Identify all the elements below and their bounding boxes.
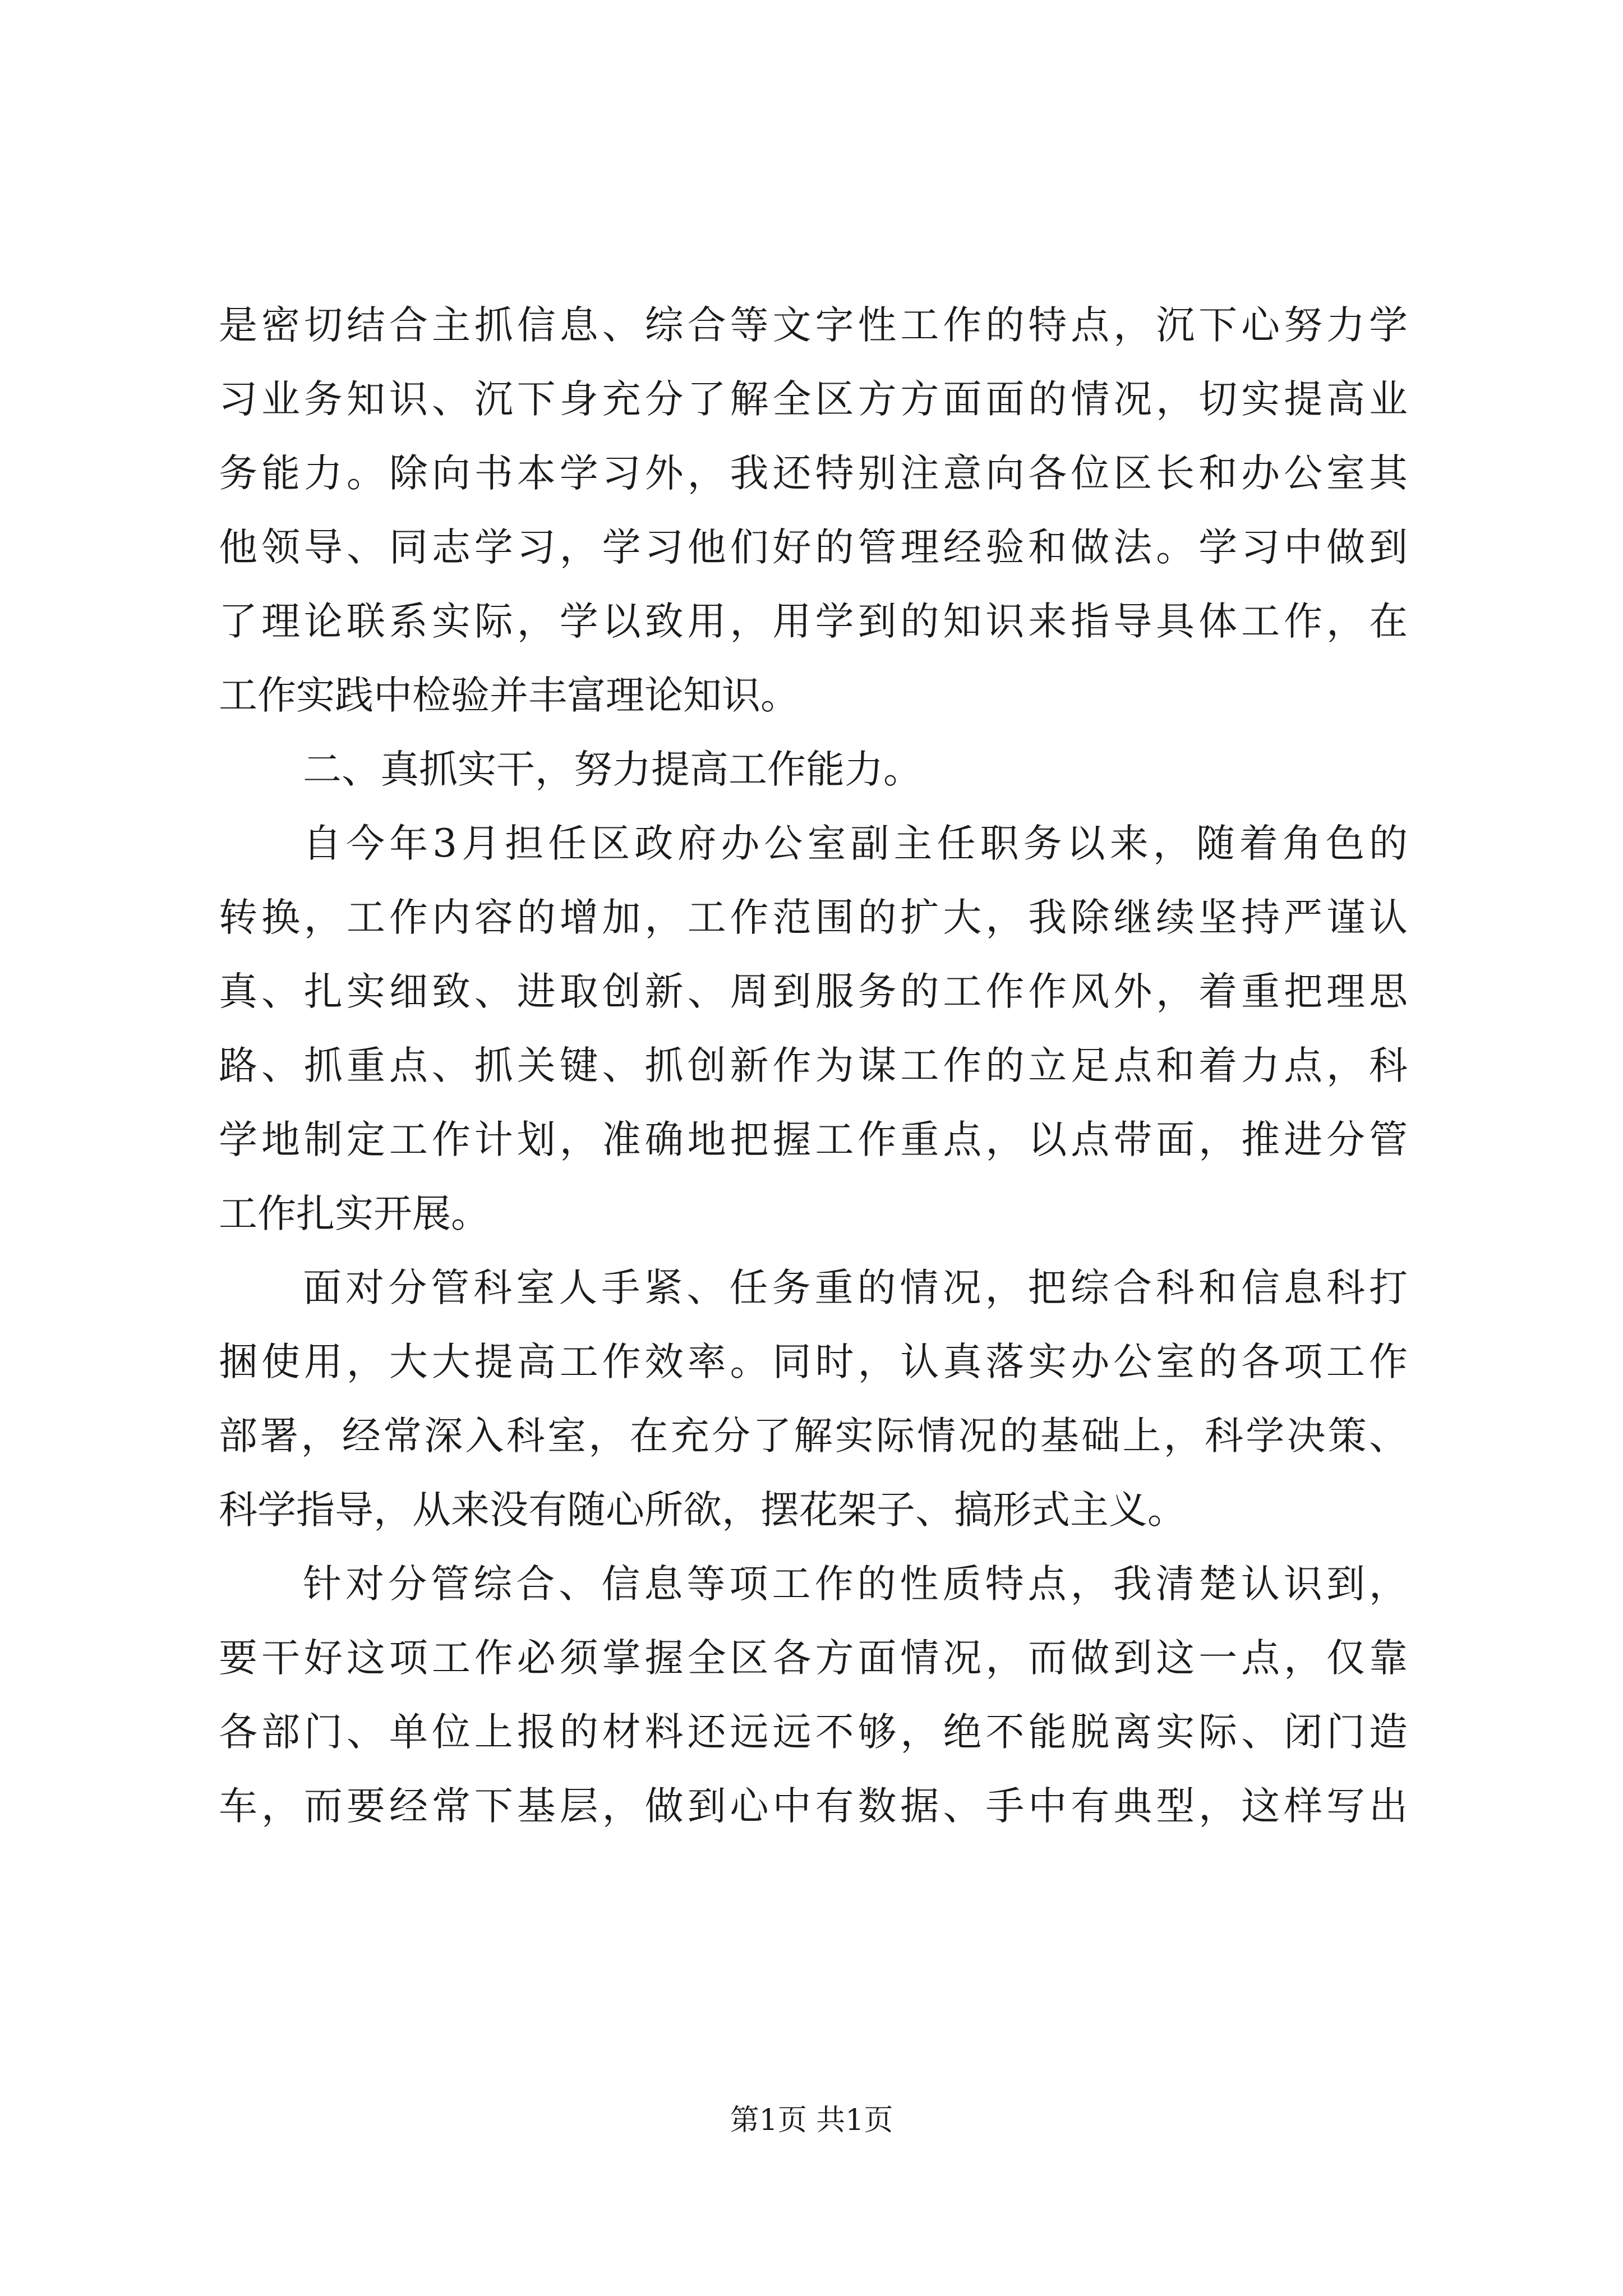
text-line: 各部门、单位上报的材料还远远不够，绝不能脱离实际、闭门造	[219, 1710, 1408, 1755]
page-footer: 第1页 共1页	[730, 2104, 893, 2137]
text-line: 捆使用，大大提高工作效率。同时，认真落实办公室的各项工作	[219, 1340, 1408, 1384]
text-line: 真、扎实细致、进取创新、周到服务的工作作风外，着重把理思	[219, 969, 1408, 1014]
text-line: 是密切结合主抓信息、综合等文字性工作的特点，沉下心努力学	[219, 303, 1408, 348]
text-line: 工作扎实开展。	[219, 1191, 490, 1236]
text-line: 习业务知识、沉下身充分了解全区方方面面的情况，切实提高业	[219, 377, 1408, 422]
text-line: 他领导、同志学习，学习他们好的管理经验和做法。学习中做到	[219, 525, 1408, 570]
text-line: 科学指导，从来没有随心所欲，摆花架子、搞形式主义。	[219, 1488, 1186, 1533]
text-line: 部署，经常深入科室，在充分了解实际情况的基础上，科学决策、	[219, 1414, 1408, 1458]
text-line: 学地制定工作计划，准确地把握工作重点，以点带面，推进分管	[219, 1117, 1408, 1162]
section-heading: 二、真抓实干，努力提高工作能力。	[303, 747, 922, 792]
text-line: 针对分管综合、信息等项工作的性质特点，我清楚认识到，	[303, 1562, 1408, 1607]
text-line: 路、抓重点、抓关键、抓创新作为谋工作的立足点和着力点，科	[219, 1043, 1408, 1088]
text-line: 自今年3月担任区政府办公室副主任职务以来，随着角色的	[303, 821, 1408, 866]
text-line: 车，而要经常下基层，做到心中有数据、手中有典型，这样写出	[219, 1784, 1408, 1829]
text-line: 转换，工作内容的增加，工作范围的扩大，我除继续坚持严谨认	[219, 895, 1408, 940]
text-line: 要干好这项工作必须掌握全区各方面情况，而做到这一点，仅靠	[219, 1636, 1408, 1681]
text-line: 了理论联系实际，学以致用，用学到的知识来指导具体工作，在	[219, 599, 1408, 644]
text-line: 工作实践中检验并丰富理论知识。	[219, 673, 799, 718]
text-line: 务能力。除向书本学习外，我还特别注意向各位区长和办公室其	[219, 451, 1408, 496]
text-line: 面对分管科室人手紧、任务重的情况，把综合科和信息科打	[303, 1266, 1408, 1310]
